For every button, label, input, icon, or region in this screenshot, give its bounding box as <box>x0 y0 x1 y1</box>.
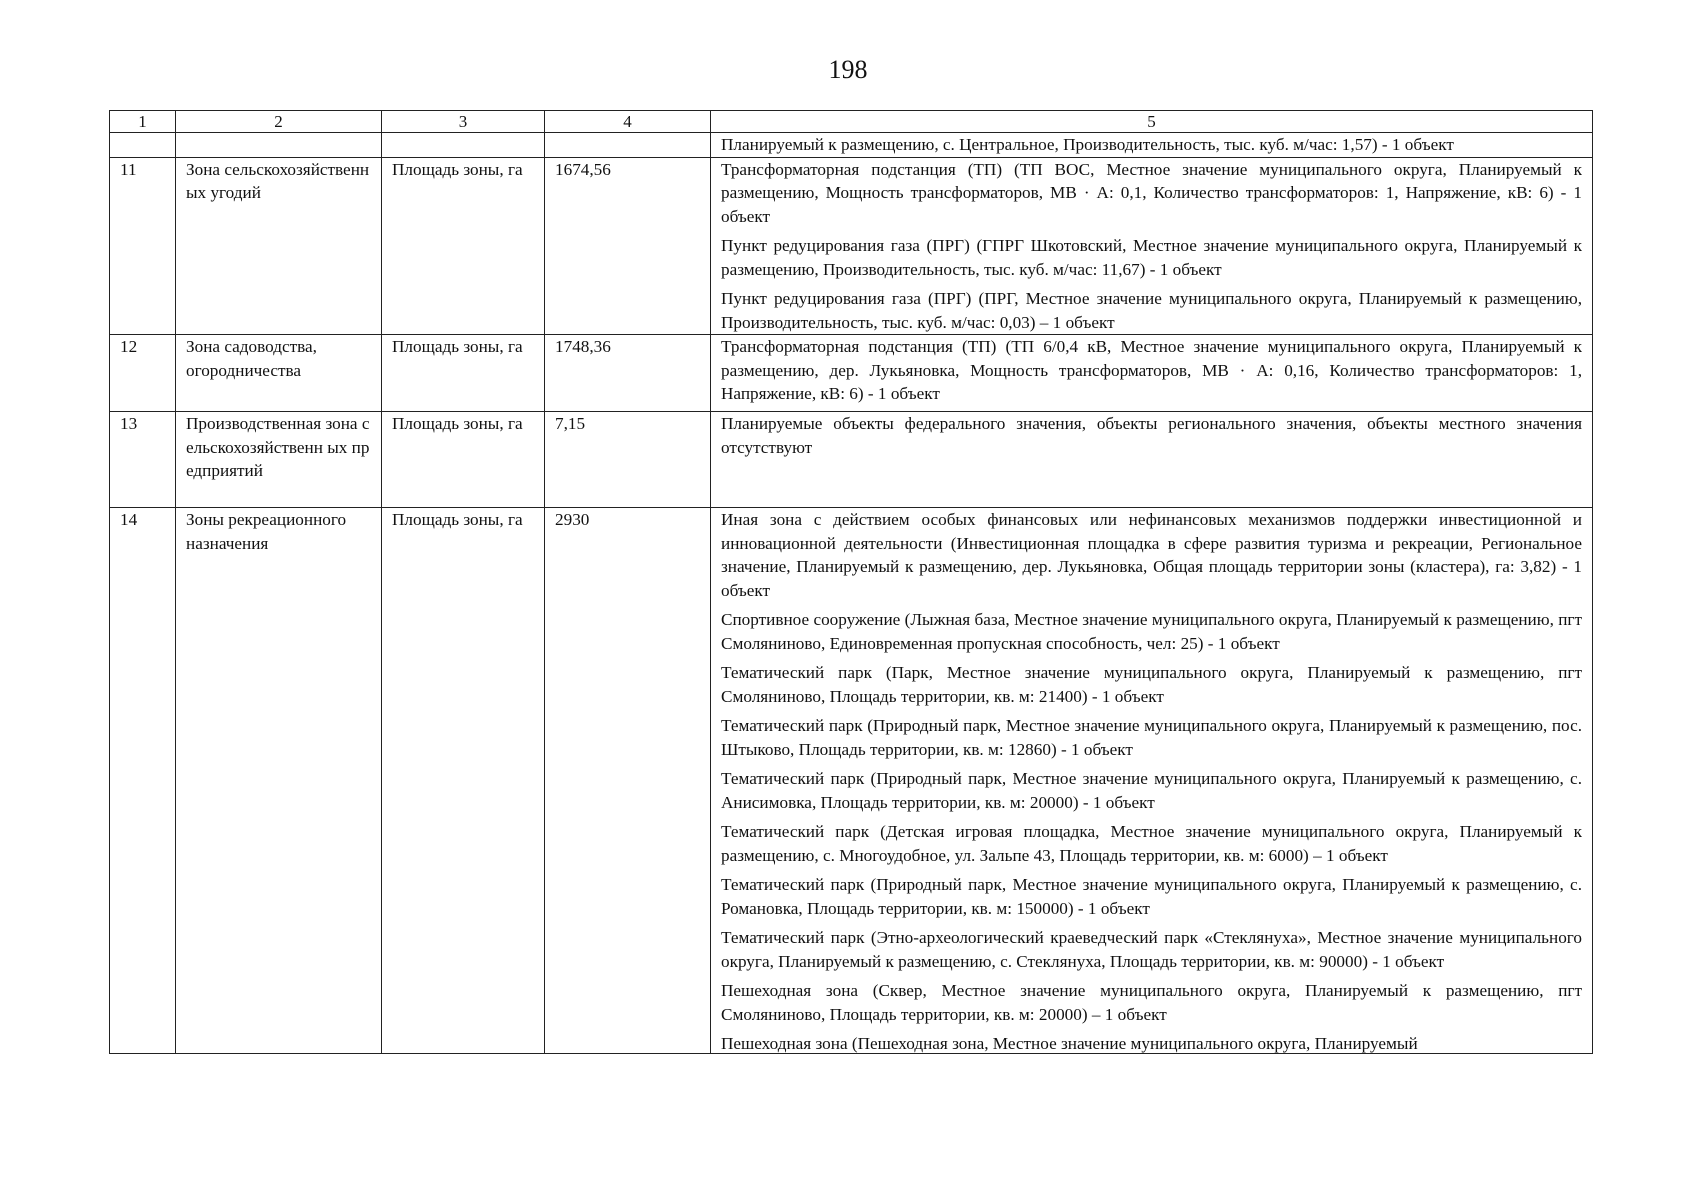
object-entry: Тематический парк (Природный парк, Местное значение муниципального округа, Планируемый к размещению, пос. Штыково, Площадь территории, кв. м: 12860) - 1 объект <box>721 716 1582 759</box>
column-number-4: 4 <box>545 111 711 133</box>
column-number-3: 3 <box>382 111 545 133</box>
row-number: 14 <box>110 508 176 1054</box>
cell-empty <box>382 133 545 158</box>
object-entry: Планируемый к размещению, с. Центральное, Производительность, тыс. куб. м/час: 1,57) - 1 объект <box>721 135 1454 154</box>
object-entry: Тематический парк (Парк, Местное значение муниципального округа, Планируемый к размещению, пгт Смоляниново, Площадь территории, кв. м: 21400) - 1 объект <box>721 663 1582 706</box>
column-number-row <box>110 111 1593 133</box>
object-entry: Пешеходная зона (Пешеходная зона, Местное значение муниципального округа, Планируемый <box>721 1034 1418 1053</box>
object-entry: Планируемые объекты федерального значения, объекты регионального значения, объекты местного значения отсутствуют <box>721 414 1582 457</box>
object-entry: Тематический парк (Природный парк, Местное значение муниципального округа, Планируемый к размещению, с. Анисимовка, Площадь территории, кв. м: 20000) - 1 объект <box>721 769 1582 812</box>
zone-name: Зона сельскохозяйственн ых угодий <box>176 157 382 335</box>
parameter-name: Площадь зоны, га <box>382 412 545 508</box>
object-entry: Иная зона с действием особых финансовых или нефинансовых механизмов поддержки инвестиционной и инновационной деятельности (Инвестиционная площадка в сфере развития туризма и рекреации, Региональное значение, Планируемый к размещению, дер. Лукьяновка, Общая площадь территории зоны (кластера), га: 3,82) - 1 объект <box>721 510 1582 600</box>
object-entry: Трансформаторная подстанция (ТП) (ТП 6/0,4 кВ, Местное значение муниципального округа, Планируемый к размещению, дер. Лукьяновка, Мощность трансформаторов, МВ · А: 0,16, Количество трансформаторов: 1, Напряжение, кВ: 6) - 1 объект <box>721 337 1582 403</box>
objects-cell <box>711 335 1593 412</box>
row-number: 12 <box>110 335 176 412</box>
parameter-value: 7,15 <box>545 412 711 508</box>
objects-cell <box>711 157 1593 335</box>
parameter-value: 1748,36 <box>545 335 711 412</box>
table-row <box>110 412 1593 508</box>
object-entry: Пункт редуцирования газа (ПРГ) (ПРГ, Местное значение муниципального округа, Планируемый к размещению, Производительность, тыс. куб. м/час: 0,03) – 1 объект <box>721 289 1582 332</box>
parameter-name: Площадь зоны, га <box>382 157 545 335</box>
cell-empty <box>545 133 711 158</box>
objects-cell <box>711 412 1593 508</box>
object-entry: Пешеходная зона (Сквер, Местное значение муниципального округа, Планируемый к размещению, пгт Смоляниново, Площадь территории, кв. м: 20000) – 1 объект <box>721 981 1582 1024</box>
table-row <box>110 335 1593 412</box>
page-number: 198 <box>828 55 868 84</box>
continuation-row <box>110 133 1593 158</box>
table-row <box>110 157 1593 335</box>
parameter-name: Площадь зоны, га <box>382 508 545 1054</box>
zone-name: Зоны рекреационного назначения <box>176 508 382 1054</box>
row-number: 13 <box>110 412 176 508</box>
object-entry: Тематический парк (Природный парк, Местное значение муниципального округа, Планируемый к размещению, с. Романовка, Площадь территории, кв. м: 150000) - 1 объект <box>721 875 1582 918</box>
object-entry: Спортивное сооружение (Лыжная база, Местное значение муниципального округа, Планируемый к размещению, пгт Смоляниново, Единовременная пропускная способность, чел: 25) - 1 объект <box>721 610 1582 653</box>
object-entry: Трансформаторная подстанция (ТП) (ТП ВОС, Местное значение муниципального округа, Планируемый к размещению, Мощность трансформаторов, МВ · А: 0,1, Количество трансформаторов: 1, Напряжение, кВ: 6) - 1 объект <box>721 159 1582 226</box>
zone-name: Зона садоводства, огородничества <box>176 335 382 412</box>
parameter-value: 2930 <box>545 508 711 1054</box>
table-row <box>110 508 1593 1054</box>
column-number-2: 2 <box>176 111 382 133</box>
object-entry: Тематический парк (Этно-археологический краеведческий парк «Стеклянуха», Местное значение муниципального округа, Планируемый к размещению, с. Стеклянуха, Площадь территории, кв. м: 90000) - 1 объект <box>721 928 1582 971</box>
object-entry: Пункт редуцирования газа (ПРГ) (ГПРГ Шкотовский, Местное значение муниципального округа, Планируемый к размещению, Производительность, тыс. куб. м/час: 11,67) - 1 объект <box>721 236 1582 279</box>
cell-empty <box>176 133 382 158</box>
objects-cell <box>711 133 1593 158</box>
objects-cell <box>711 508 1593 1054</box>
cell-empty <box>110 133 176 158</box>
column-number-5: 5 <box>711 111 1593 133</box>
parameter-name: Площадь зоны, га <box>382 335 545 412</box>
object-entry: Тематический парк (Детская игровая площадка, Местное значение муниципального округа, Планируемый к размещению, с. Многоудобное, ул. Зальпе 43, Площадь территории, кв. м: 6000) – 1 объект <box>721 822 1582 865</box>
parameter-value: 1674,56 <box>545 157 711 335</box>
planned-objects-table <box>109 110 1593 1054</box>
column-number-1: 1 <box>110 111 176 133</box>
row-number: 11 <box>110 157 176 335</box>
zone-name: Производственная зона сельскохозяйственн ых предприятий <box>176 412 382 508</box>
